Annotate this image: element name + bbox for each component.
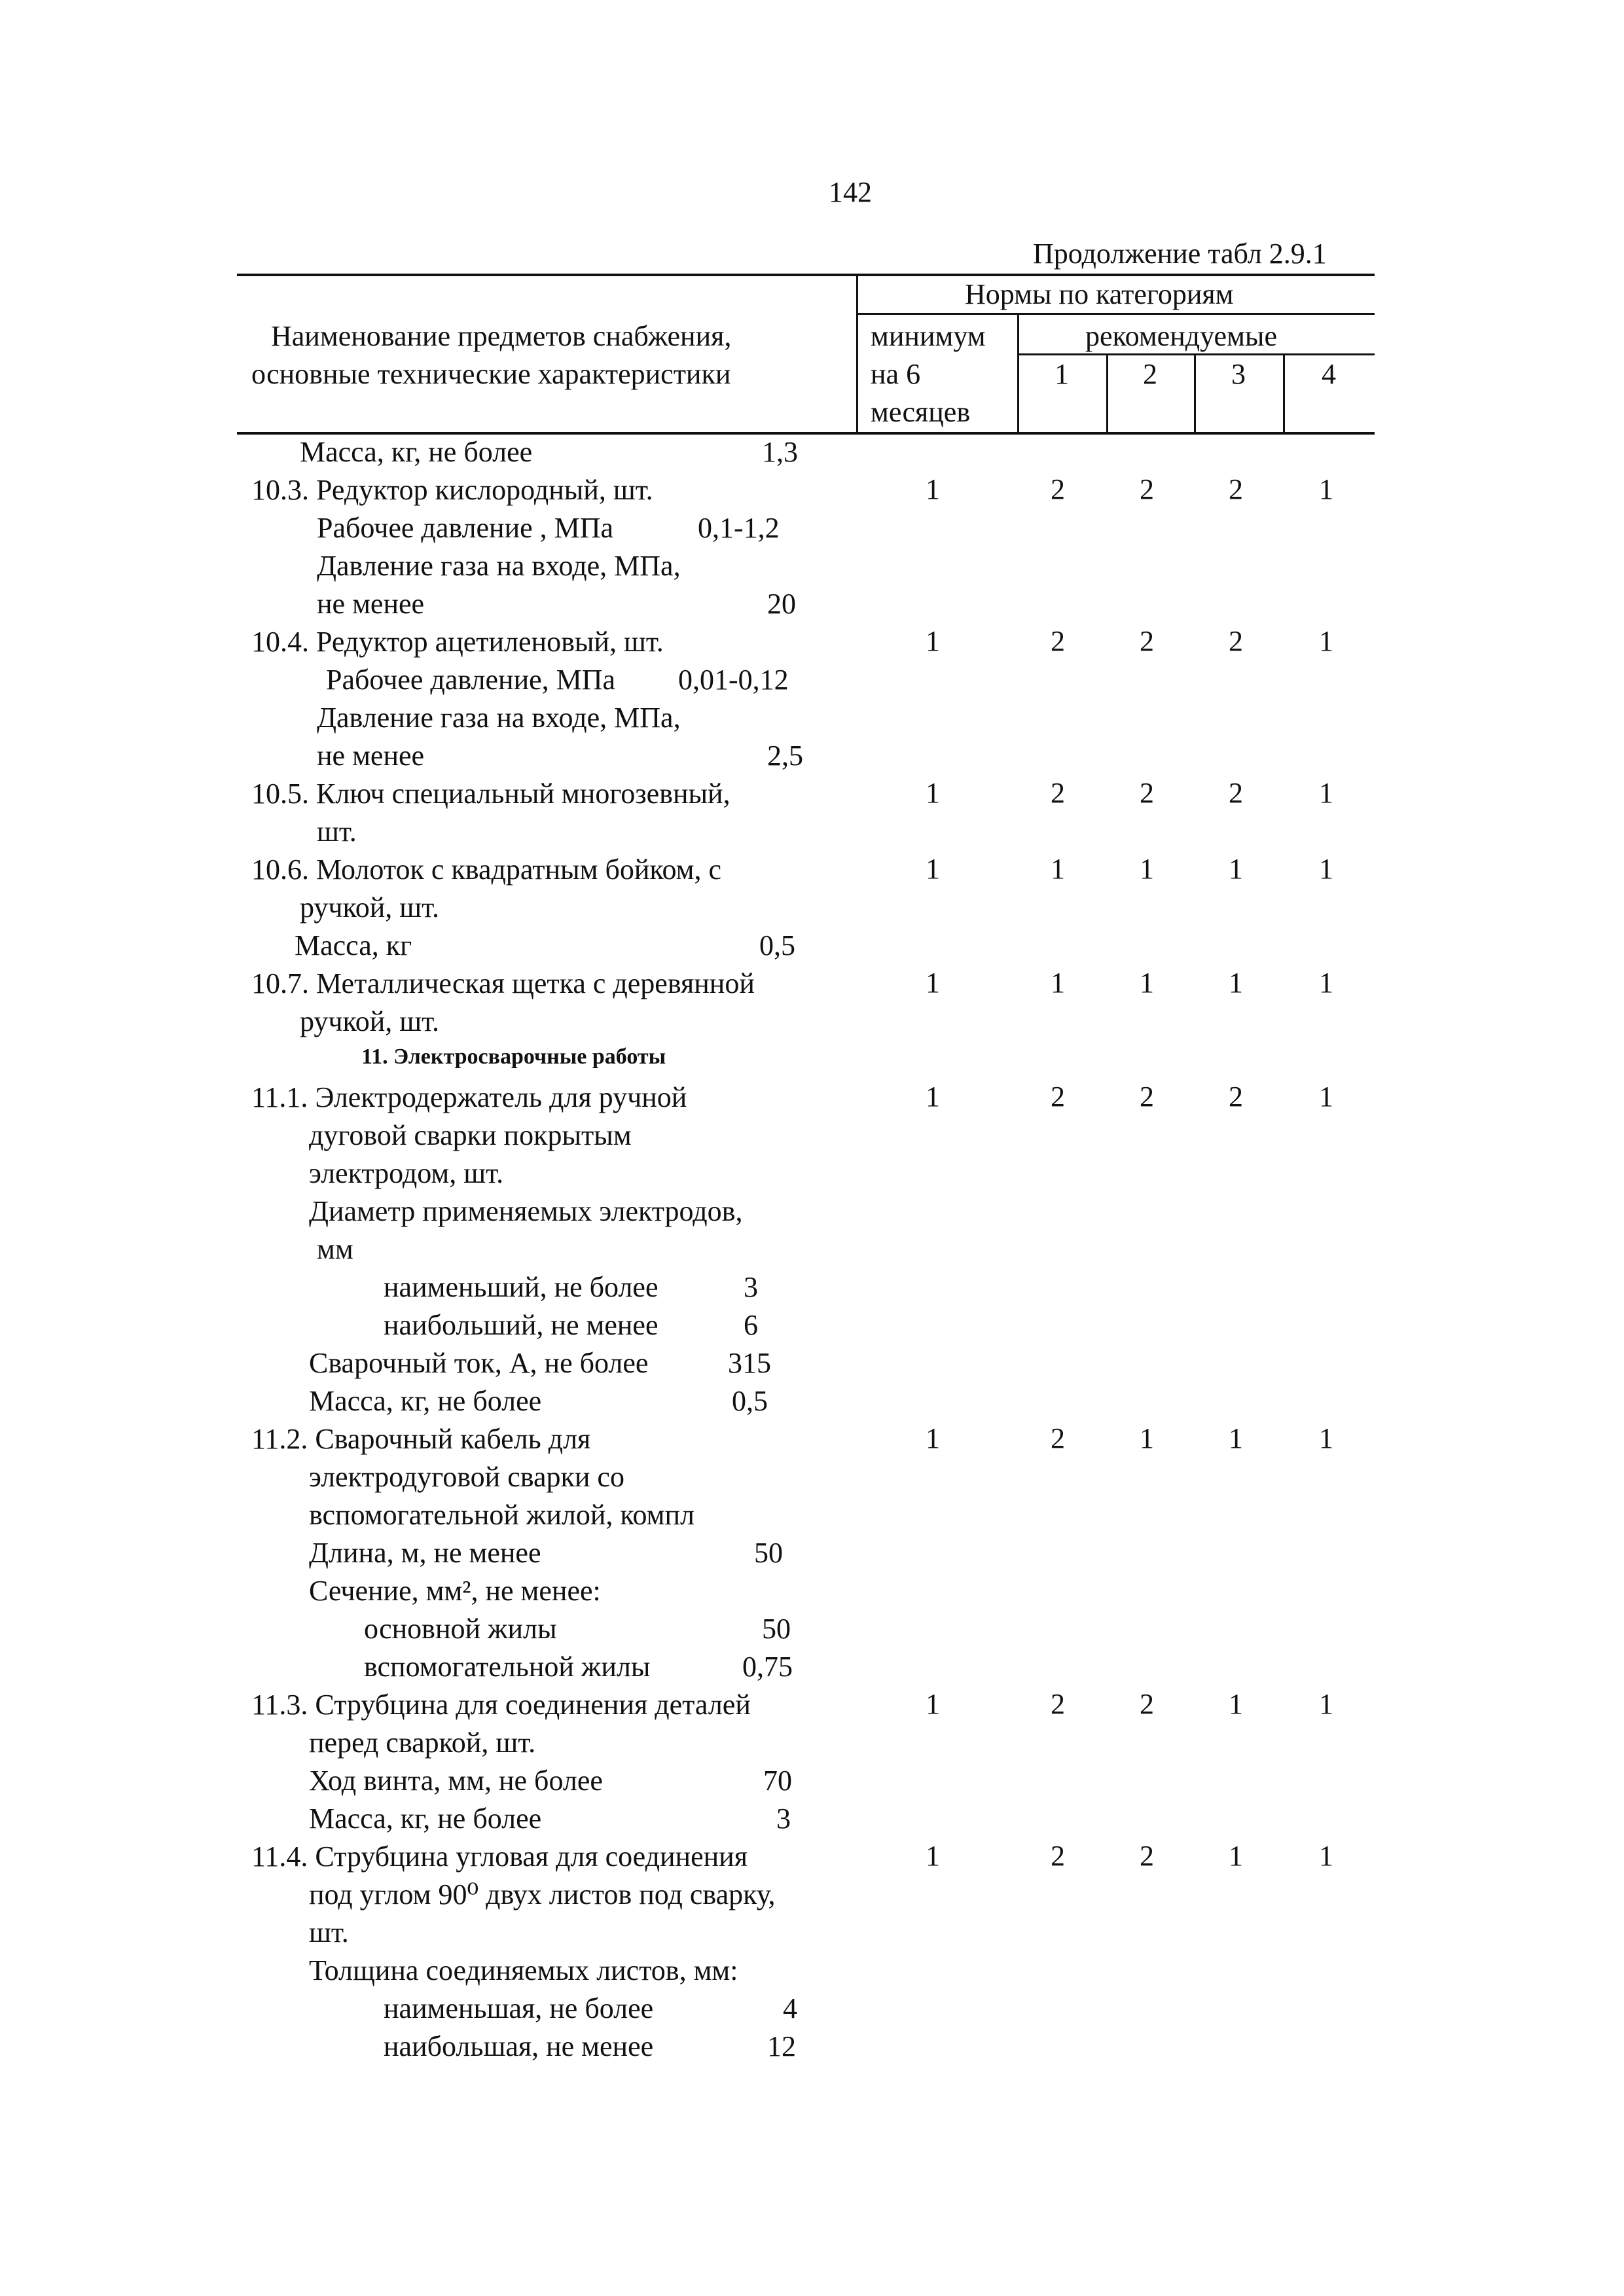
- spec-value: 6: [744, 1309, 758, 1341]
- spec-line: Сварочный ток, А, не более: [309, 1347, 649, 1379]
- item-title: 10.5. Ключ специальный многозевный,: [251, 778, 731, 810]
- spec-value: 315: [728, 1347, 771, 1379]
- spec-line: основной жилы: [364, 1613, 557, 1645]
- category-header-1: 1: [1055, 358, 1069, 390]
- category-divider-1: [1106, 353, 1108, 433]
- item-title: 11.4. Струбцина угловая для соединения: [251, 1840, 748, 1873]
- header-top-rule: [237, 274, 1375, 276]
- norm-cat3: 1: [1229, 1422, 1243, 1454]
- item-title: 10.4. Редуктор ацетиленовый, шт.: [251, 626, 664, 658]
- spec-line: наименьший, не более: [384, 1271, 659, 1303]
- norm-cat2: 1: [1140, 967, 1154, 999]
- item-title: 10.3. Редуктор кислородный, шт.: [251, 474, 653, 506]
- spec-value: 0,5: [732, 1385, 768, 1417]
- norm-cat3: 1: [1229, 967, 1243, 999]
- norm-cat4: 1: [1319, 1688, 1333, 1720]
- norm-minimum: 1: [926, 1081, 940, 1113]
- item-title-cont: электродом, шт.: [309, 1157, 504, 1189]
- spec-value: 0,75: [742, 1651, 793, 1683]
- spec-line: Толщина соединяемых листов, мм:: [309, 1954, 738, 1986]
- recommended-under-rule: [1017, 353, 1375, 355]
- item-title-cont: вспомогательной жилой, компл: [309, 1499, 695, 1531]
- norm-minimum: 1: [926, 625, 940, 657]
- spec-line: мм: [317, 1233, 353, 1265]
- norm-cat4: 1: [1319, 473, 1333, 505]
- spec-line: Ход винта, мм, не более: [309, 1765, 603, 1797]
- header-divider-minimum: [1017, 313, 1019, 433]
- spec-line: вспомогательной жилы: [364, 1651, 651, 1683]
- category-divider-3: [1283, 353, 1285, 433]
- spec-line: Диаметр применяемых электродов,: [309, 1195, 743, 1227]
- spec-line: не менее: [317, 740, 425, 772]
- spec-line: не менее: [317, 588, 425, 620]
- norm-cat1: 2: [1051, 1840, 1065, 1872]
- spec-value: 50: [762, 1613, 791, 1645]
- item-title: 10.6. Молоток с квадратным бойком, с: [251, 853, 722, 886]
- norm-cat2: 2: [1140, 473, 1154, 505]
- spec-line: наименьшая, не более: [384, 1992, 654, 2024]
- norm-cat2: 1: [1140, 853, 1154, 885]
- norm-cat3: 2: [1229, 777, 1243, 809]
- spec-value: 4: [783, 1992, 797, 2024]
- norm-cat4: 1: [1319, 967, 1333, 999]
- norm-cat2: 2: [1140, 777, 1154, 809]
- norm-cat1: 2: [1051, 473, 1065, 505]
- norm-minimum: 1: [926, 1422, 940, 1454]
- norm-cat2: 2: [1140, 1688, 1154, 1720]
- spec-line: Рабочее давление , МПа: [317, 512, 614, 544]
- norm-cat4: 1: [1319, 625, 1333, 657]
- spec-line: Масса, кг: [295, 929, 412, 961]
- norm-cat2: 1: [1140, 1422, 1154, 1454]
- norm-minimum: 1: [926, 473, 940, 505]
- item-title: 11.1. Электродержатель для ручной: [251, 1081, 687, 1113]
- category-header-2: 2: [1143, 358, 1157, 390]
- norm-cat1: 2: [1051, 777, 1065, 809]
- norm-minimum: 1: [926, 1840, 940, 1872]
- item-title: 11.3. Струбцина для соединения деталей: [251, 1689, 751, 1721]
- item-title-cont: перед сваркой, шт.: [309, 1727, 536, 1759]
- spec-line: Длина, м, не менее: [309, 1537, 541, 1569]
- norm-cat3: 2: [1229, 625, 1243, 657]
- name-header-line1: Наименование предметов снабжения,: [271, 320, 732, 352]
- norm-cat1: 1: [1051, 853, 1065, 885]
- spec-value: 70: [763, 1765, 792, 1797]
- spec-value: 3: [744, 1271, 758, 1303]
- spec-value: 0,01-0,12: [678, 664, 789, 696]
- category-divider-2: [1194, 353, 1196, 433]
- spec-line: Давление газа на входе, МПа,: [317, 550, 681, 582]
- norm-cat4: 1: [1319, 853, 1333, 885]
- norm-cat4: 1: [1319, 777, 1333, 809]
- norm-cat2: 2: [1140, 625, 1154, 657]
- spec-value: 2,5: [767, 740, 803, 772]
- norm-cat1: 1: [1051, 967, 1065, 999]
- minimum-header-line1: минимум: [871, 320, 986, 352]
- header-divider-name: [856, 274, 858, 433]
- recommended-header: рекомендуемые: [1085, 320, 1278, 352]
- category-header-4: 4: [1322, 358, 1336, 390]
- spec-line: Масса, кг, не более: [309, 1803, 542, 1835]
- item-title-cont: электродуговой сварки со: [309, 1461, 624, 1493]
- norm-cat4: 1: [1319, 1422, 1333, 1454]
- norm-cat4: 1: [1319, 1840, 1333, 1872]
- norm-cat2: 2: [1140, 1840, 1154, 1872]
- spec-value: 0,5: [759, 929, 795, 961]
- spec-line: наибольший, не менее: [384, 1309, 659, 1341]
- item-title-cont: ручкой, шт.: [300, 1005, 440, 1037]
- norms-header: Нормы по категориям: [965, 278, 1234, 310]
- item-title-cont: ручкой, шт.: [300, 891, 440, 924]
- norm-minimum: 1: [926, 967, 940, 999]
- norm-minimum: 1: [926, 1688, 940, 1720]
- norm-cat2: 2: [1140, 1081, 1154, 1113]
- norm-minimum: 1: [926, 853, 940, 885]
- item-title-cont: дуговой сварки покрытым: [309, 1119, 632, 1151]
- item-title-cont: под углом 90⁰ двух листов под сварку,: [309, 1878, 776, 1910]
- spec-value: 20: [767, 588, 796, 620]
- spec-value: 3: [776, 1803, 791, 1835]
- item-title: 11.2. Сварочный кабель для: [251, 1423, 591, 1455]
- page-number: 142: [829, 176, 872, 208]
- norm-cat3: 2: [1229, 473, 1243, 505]
- norms-under-rule: [856, 313, 1375, 315]
- spec-line: Сечение, мм², не менее:: [309, 1575, 601, 1607]
- minimum-header-line3: месяцев: [871, 396, 971, 428]
- spec-value: 50: [754, 1537, 783, 1569]
- item-title-cont: шт.: [309, 1916, 349, 1948]
- norm-cat1: 2: [1051, 625, 1065, 657]
- norm-cat3: 1: [1229, 1688, 1243, 1720]
- norm-cat3: 1: [1229, 1840, 1243, 1872]
- name-header-line2: основные технические характеристики: [251, 358, 731, 390]
- table-continuation-label: Продолжение табл 2.9.1: [1033, 238, 1327, 270]
- item-title-cont: шт.: [317, 816, 357, 848]
- minimum-header-line2: на 6: [871, 358, 921, 390]
- spec-value: 12: [767, 2030, 796, 2062]
- spec-line: Масса, кг, не более: [300, 436, 533, 468]
- norm-cat1: 2: [1051, 1422, 1065, 1454]
- norm-minimum: 1: [926, 777, 940, 809]
- spec-line: наибольшая, не менее: [384, 2030, 654, 2062]
- spec-value: 1,3: [762, 436, 798, 468]
- item-title: 10.7. Металлическая щетка с деревянной: [251, 967, 755, 999]
- norm-cat3: 2: [1229, 1081, 1243, 1113]
- norm-cat4: 1: [1319, 1081, 1333, 1113]
- spec-line: Рабочее давление, МПа: [326, 664, 616, 696]
- spec-line: Масса, кг, не более: [309, 1385, 542, 1417]
- norm-cat3: 1: [1229, 853, 1243, 885]
- spec-value: 0,1-1,2: [698, 512, 780, 544]
- section-title: 11. Электросварочные работы: [361, 1045, 666, 1069]
- norm-cat1: 2: [1051, 1081, 1065, 1113]
- norm-cat1: 2: [1051, 1688, 1065, 1720]
- category-header-3: 3: [1231, 358, 1246, 390]
- spec-line: Давление газа на входе, МПа,: [317, 702, 681, 734]
